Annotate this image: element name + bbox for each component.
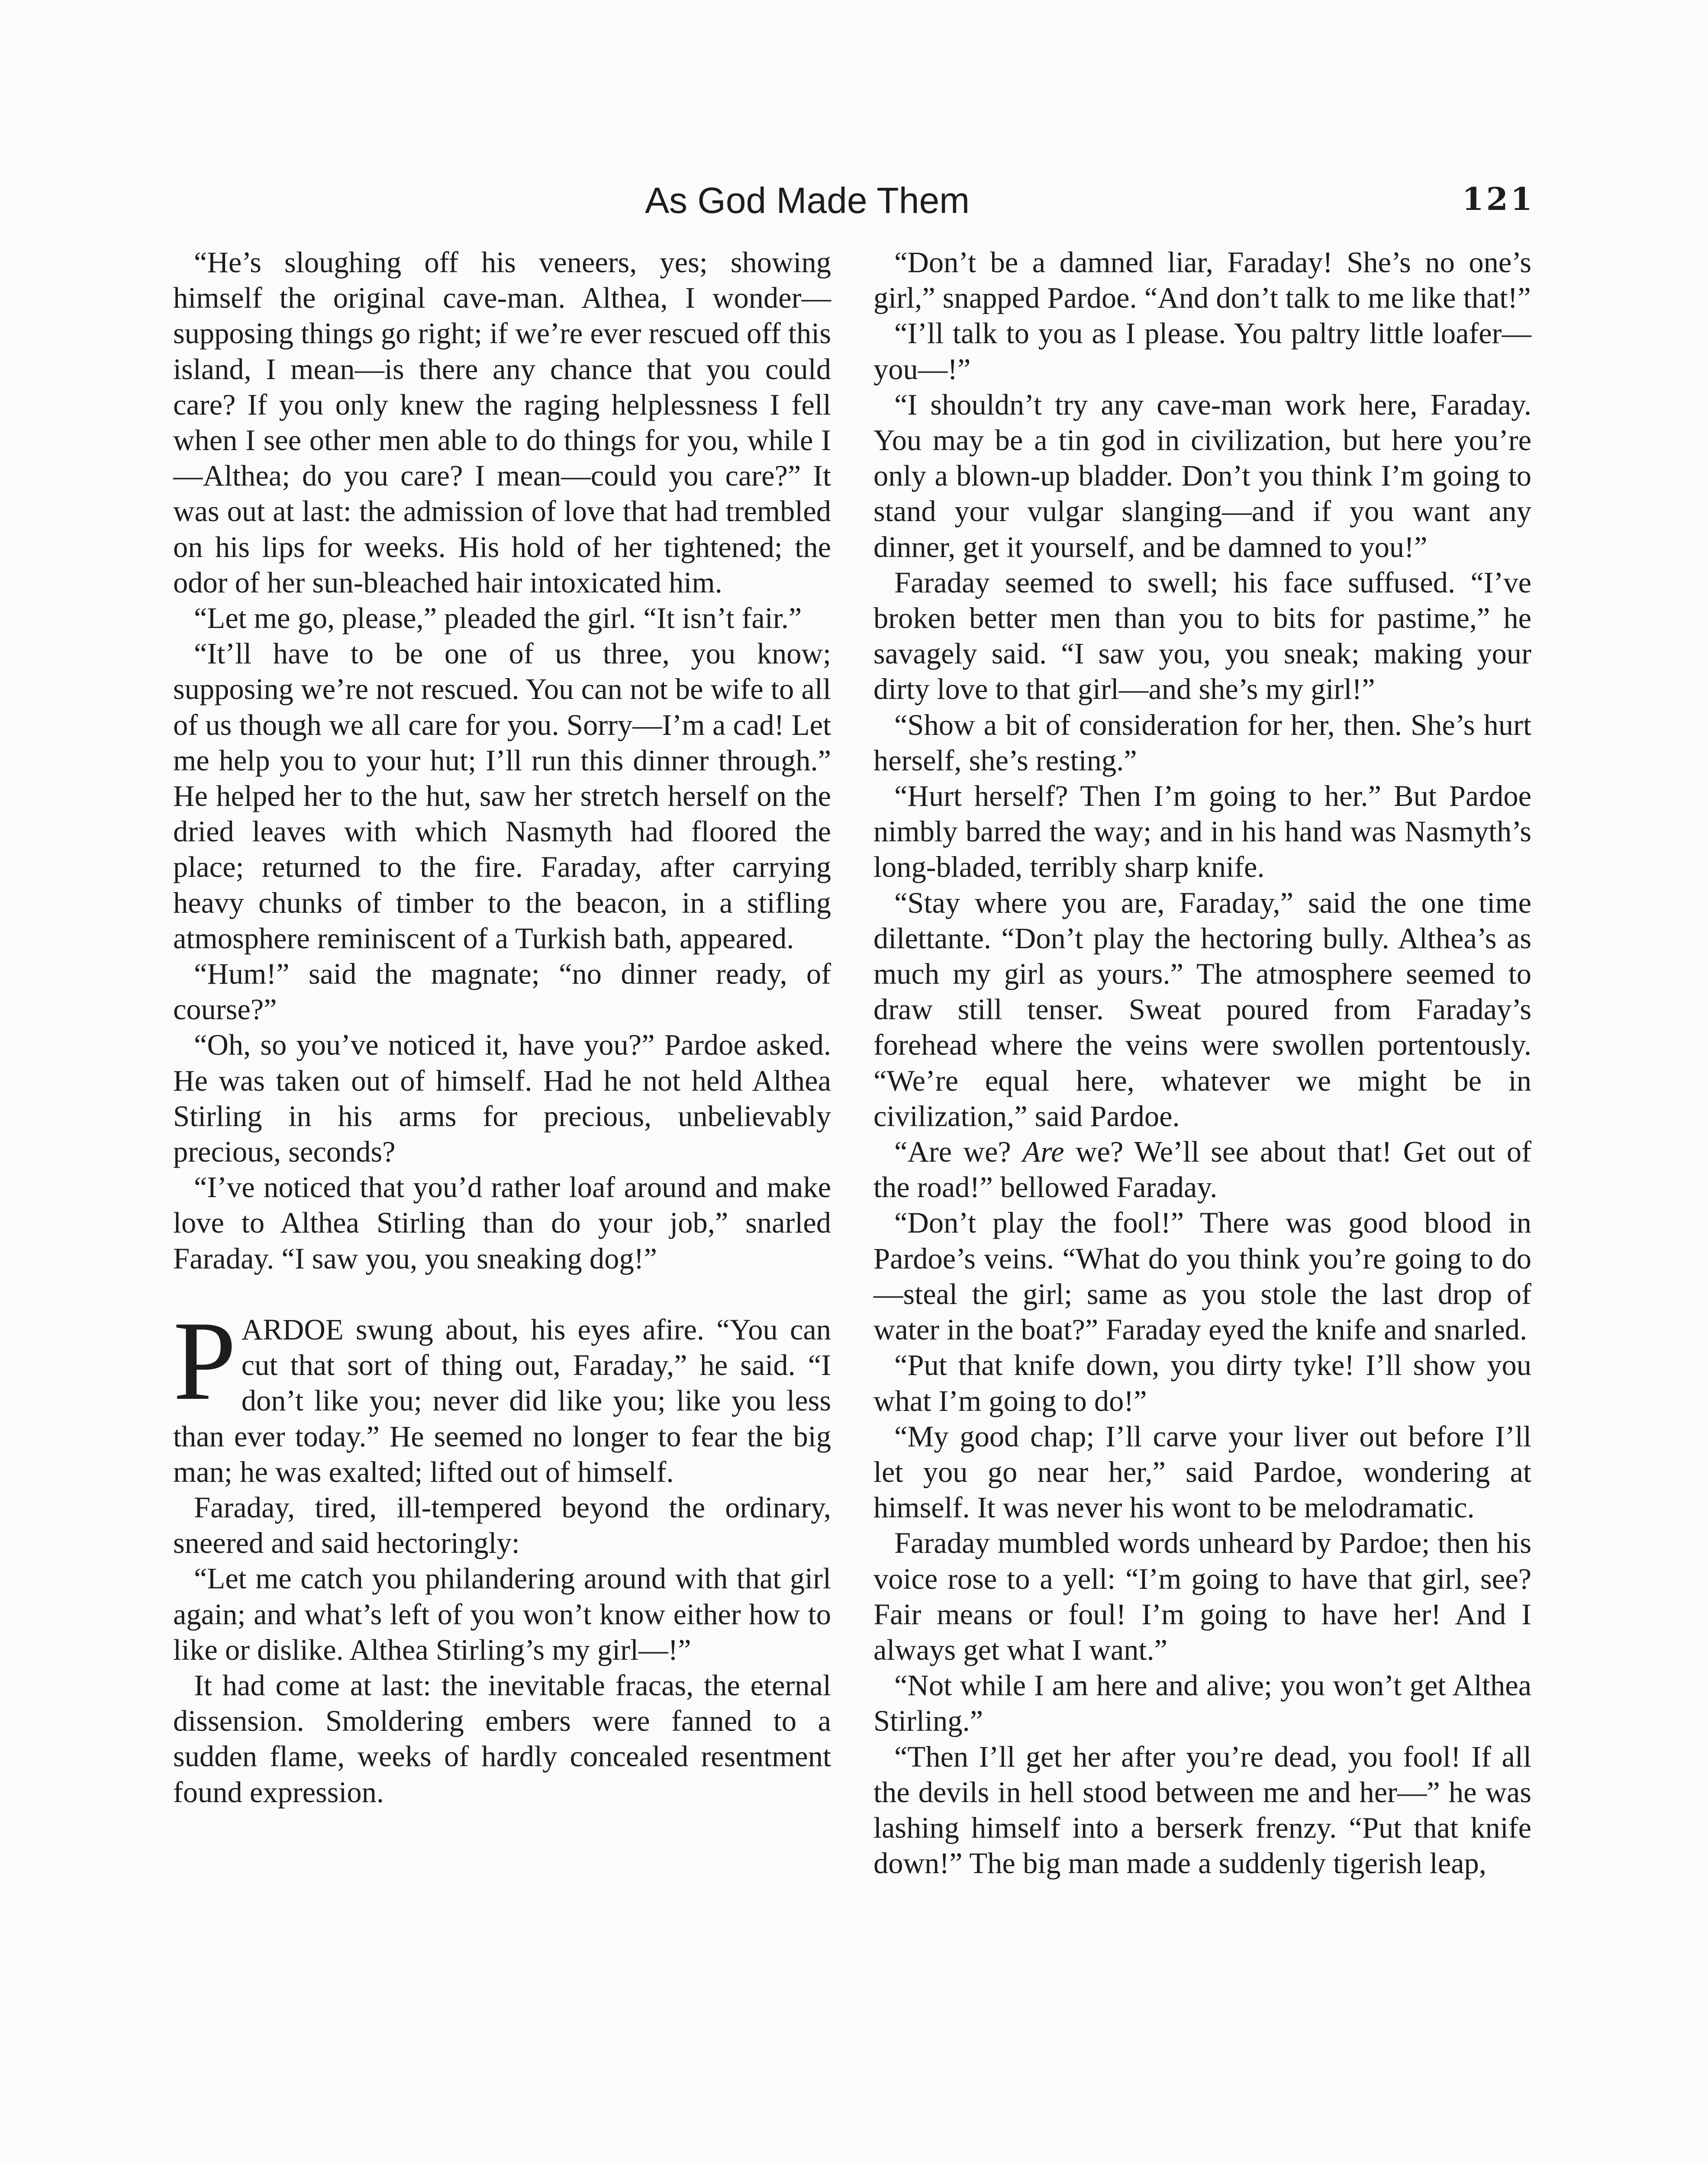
- paragraph: “It’ll have to be one of us three, you know; supposing we’re not rescued. You can not be wife to all of us though we all care for you. Sorry—I’m a cad! Let me help you to your hut; I’ll run this dinner through.” He helped her to the hut, saw her stretch herself on the dried leaves with which Nasmyth had floored the place; returned to the fire. Faraday, after carrying heavy chunks of timber to the beacon, in a stifling atmosphere reminiscent of a Turkish bath, appeared.: [173, 637, 831, 955]
- drop-cap: P: [173, 1298, 236, 1423]
- paragraph-text: we? We’ll see about that! Get out of the road!” bellowed Faraday.: [873, 1135, 1531, 1204]
- paragraph: “My good chap; I’ll carve your liver out before I’ll let you go near her,” said Pardoe, wondering at himself. It was never his wont to be melodramatic.: [873, 1420, 1531, 1524]
- italic-emphasis: Are: [1022, 1135, 1064, 1169]
- dropcap-paragraph: [173, 1298, 831, 1490]
- paragraph: “I’ve noticed that you’d rather loaf around and make love to Althea Stirling than do your job,” snarled Faraday. “I saw you, you sneaking dog!”: [173, 1171, 831, 1275]
- right-column: [873, 245, 1531, 1881]
- paragraph: “I’ll talk to you as I please. You paltry little loafer—you—!”: [873, 317, 1531, 386]
- paragraph: “Let me go, please,” pleaded the girl. “It isn’t fair.”: [194, 602, 802, 635]
- paragraph: “I shouldn’t try any cave-man work here, Faraday. You may be a tin god in civilization, but here you’re only a blown-up bladder. Don’t you think I’m going to stand your vulgar slanging—and if you want any dinner, get it yourself, and be damned to you!”: [873, 388, 1531, 564]
- paragraph: “Hum!” said the magnate; “no dinner ready, of course?”: [173, 957, 831, 1026]
- paragraph: “Stay where you are, Faraday,” said the one time dilettante. “Don’t play the hectoring bully. Althea’s as much my girl as yours.” The atmosphere seemed to draw still tenser. Sweat poured from Faraday’s forehead where the veins were swollen portentously. “We’re equal here, whatever we might be in civilization,” said Pardoe.: [873, 886, 1531, 1133]
- paragraph: “Oh, so you’ve noticed it, have you?” Pardoe asked. He was taken out of himself. Had he not held Althea Stirling in his arms for precious, unbelievably precious, seconds?: [173, 1028, 831, 1169]
- paragraph: “Don’t be a damned liar, Faraday! She’s no one’s girl,” snapped Pardoe. “And don’t talk to me like that!”: [873, 246, 1531, 315]
- dropcap-paragraph-text: ARDOE swung about, his eyes afire. “You can cut that sort of thing out, Faraday,” he said. “I don’t like you; never did like you; like you less than ever today.” He seemed no longer to fear the big man; he was exalted; lifted out of himself.: [173, 1313, 831, 1488]
- paragraph: “Not while I am here and alive; you won’t get Althea Stirling.”: [873, 1669, 1531, 1738]
- paragraph: “He’s sloughing off his veneers, yes; showing himself the original cave-man. Althea, I wonder—supposing things go right; if we’re ever rescued off this island, I mean—is there any chance that you could care? If you only knew the raging helplessness I fell when I see other men able to do things for you, while I—Althea; do you care? I mean—could you care?” It was out at last: the admission of love that had trembled on his lips for weeks. His hold of her tightened; the odor of her sun-bleached hair intoxicated him.: [173, 246, 831, 599]
- paragraph-text: “Are we?: [894, 1135, 1023, 1169]
- paragraph: “Then I’ll get her after you’re dead, you fool! If all the devils in hell stood between me and her—” he was lashing himself into a berserk frenzy. “Put that knife down!” The big man made a suddenly tigerish leap,: [873, 1740, 1531, 1880]
- paragraph: “Hurt herself? Then I’m going to her.” But Pardoe nimbly barred the way; and in his hand was Nasmyth’s long-bladed, terribly sharp knife.: [873, 779, 1531, 884]
- paragraph: “Show a bit of consideration for her, then. She’s hurt herself, she’s resting.”: [873, 708, 1531, 777]
- paragraph: “Let me catch you philandering around with that girl again; and what’s left of you won’t know either how to like or dislike. Althea Stirling’s my girl—!”: [173, 1562, 831, 1666]
- left-column: [173, 245, 831, 1810]
- paragraph: Faraday seemed to swell; his face suffused. “I’ve broken better men than you to bits for pastime,” he savagely said. “I saw you, you sneak; making your dirty love to that girl—and she’s my girl!”: [873, 566, 1531, 706]
- paragraph: “Don’t play the fool!” There was good blood in Pardoe’s veins. “What do you think you’re going to do—steal the girl; same as you stole the last drop of water in the boat?” Faraday eyed the knife and snarled.: [873, 1206, 1531, 1346]
- paragraph: Faraday mumbled words unheard by Pardoe; then his voice rose to a yell: “I’m going to have that girl, see? Fair means or foul! I’m going to have her! And I always get what I want.”: [873, 1526, 1531, 1666]
- paragraph: [873, 1134, 1531, 1205]
- page-number: 121: [1462, 180, 1535, 217]
- paragraph: It had come at last: the inevitable fracas, the eternal dissension. Smoldering embers were fanned to a sudden flame, weeks of hardly concealed resentment found expression.: [173, 1668, 831, 1809]
- running-title: As God Made Them: [645, 180, 970, 221]
- paragraph: Faraday, tired, ill-tempered beyond the ordinary, sneered and said hectoringly:: [173, 1491, 831, 1560]
- running-header: [173, 171, 1535, 236]
- paragraph: “Put that knife down, you dirty tyke! I’ll show you what I’m going to do!”: [873, 1349, 1531, 1417]
